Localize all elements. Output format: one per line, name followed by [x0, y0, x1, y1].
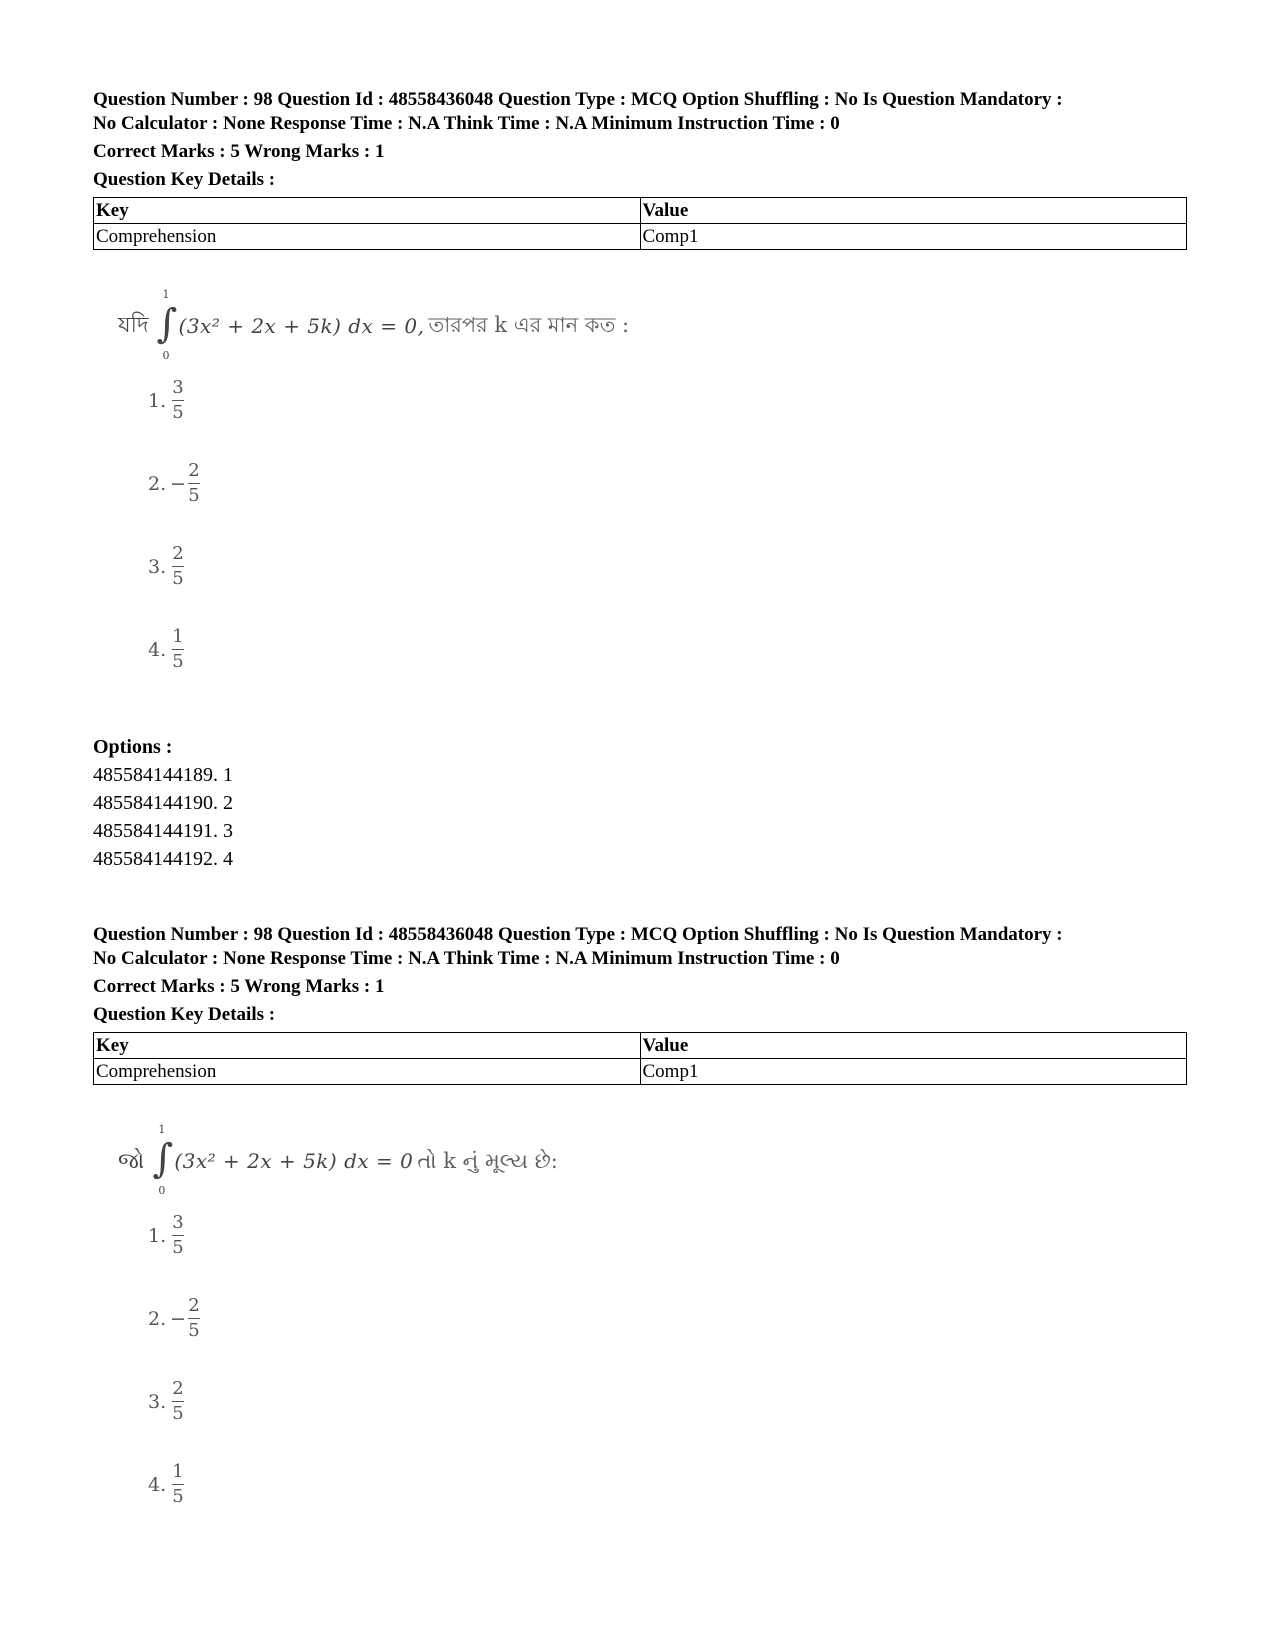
choice-fraction [188, 1296, 200, 1341]
choice-fraction [172, 544, 184, 589]
meta-line-1: Question Number : 98 Question Id : 48558436048 Question Type : MCQ Option Shuffling : No Is Question Mandatory : [93, 924, 1063, 945]
answer-choice-1 [148, 1213, 184, 1258]
choice-number: 4. [148, 638, 167, 661]
fraction-denominator: 5 [172, 1486, 184, 1507]
choice-fraction [172, 627, 184, 672]
question-image [93, 278, 1193, 733]
integrand-expression: (3x² + 2x + 5k) dx = 0 [174, 1149, 414, 1173]
question-suffix: તો k નું મૂલ્ય છે: [417, 1148, 558, 1173]
fraction-denominator: 5 [172, 1403, 184, 1424]
table-header-value: Value [640, 198, 1187, 224]
fraction-numerator: 3 [172, 1212, 184, 1233]
answer-choice-2 [148, 461, 200, 506]
choice-sign: − [170, 472, 186, 495]
choice-number: 1. [148, 389, 167, 412]
integrand-expression: (3x² + 2x + 5k) dx = 0, [178, 314, 425, 338]
fraction-bar [188, 1318, 200, 1319]
fraction-numerator: 1 [172, 1461, 184, 1482]
choice-number: 1. [148, 1224, 167, 1247]
question-prefix: જો [118, 1148, 145, 1174]
answer-choice-4 [148, 627, 184, 672]
fraction-numerator: 2 [188, 1295, 200, 1316]
table-cell-key: Comprehension [94, 224, 641, 250]
answer-choice-4 [148, 1462, 184, 1507]
fraction-denominator: 5 [188, 485, 200, 506]
options-title: Options : [93, 736, 173, 758]
integral-symbol [150, 1123, 174, 1197]
options-list [93, 761, 1193, 873]
table-cell-value: Comp1 [640, 1059, 1187, 1085]
fraction-bar [172, 1235, 184, 1236]
table-cell-key: Comprehension [94, 1059, 641, 1085]
key-details-table [93, 197, 1187, 250]
choice-number: 2. [148, 472, 167, 495]
fraction-numerator: 3 [172, 377, 184, 398]
fraction-denominator: 5 [172, 1237, 184, 1258]
choice-fraction [172, 1213, 184, 1258]
fraction-bar [172, 1401, 184, 1402]
fraction-denominator: 5 [172, 651, 184, 672]
fraction-bar [172, 649, 184, 650]
fraction-numerator: 2 [188, 460, 200, 481]
marks-line: Correct Marks : 5 Wrong Marks : 1 [93, 976, 385, 997]
integral-sign-icon: ∫ [156, 301, 178, 347]
fraction-denominator: 5 [172, 402, 184, 423]
question-section-2 [93, 923, 1193, 1553]
table-header-value: Value [640, 1033, 1187, 1059]
option-item: 485584144192. 4 [93, 848, 233, 870]
key-details-title: Question Key Details : [93, 169, 276, 190]
fraction-bar [172, 1484, 184, 1485]
integral-lower-limit: 0 [162, 349, 170, 362]
meta-line-2: No Calculator : None Response Time : N.A Think Time : N.A Minimum Instruction Time : 0 [93, 113, 840, 134]
meta-line-1: Question Number : 98 Question Id : 48558436048 Question Type : MCQ Option Shuffling : No Is Question Mandatory : [93, 89, 1063, 110]
table-header-row [94, 198, 1187, 224]
question-meta [93, 923, 1193, 971]
table-row [94, 1059, 1187, 1085]
integral-symbol [155, 288, 178, 362]
answer-choice-1 [148, 378, 184, 423]
table-row [94, 224, 1187, 250]
integral-upper-limit: 1 [162, 288, 170, 301]
question-image [93, 1113, 1193, 1553]
choice-number: 2. [148, 1307, 167, 1330]
choice-sign: − [170, 1307, 186, 1330]
answer-choice-2 [148, 1296, 200, 1341]
fraction-denominator: 5 [188, 1320, 200, 1341]
table-header-key: Key [94, 198, 641, 224]
choice-number: 3. [148, 1390, 167, 1413]
fraction-bar [188, 483, 200, 484]
table-header-row [94, 1033, 1187, 1059]
question-suffix: তারপর k এর মান কত : [428, 312, 630, 337]
fraction-bar [172, 400, 184, 401]
choice-fraction [188, 461, 200, 506]
marks-line: Correct Marks : 5 Wrong Marks : 1 [93, 141, 385, 162]
choice-fraction [172, 1379, 184, 1424]
question-text [118, 1123, 558, 1197]
fraction-denominator: 5 [172, 568, 184, 589]
question-section-1 [93, 88, 1193, 873]
fraction-numerator: 2 [172, 543, 184, 564]
key-details-title: Question Key Details : [93, 1004, 276, 1025]
option-item: 485584144190. 2 [93, 792, 233, 814]
option-item: 485584144191. 3 [93, 820, 233, 842]
choice-number: 3. [148, 555, 167, 578]
meta-line-2: No Calculator : None Response Time : N.A Think Time : N.A Minimum Instruction Time : 0 [93, 948, 840, 969]
table-cell-value: Comp1 [640, 224, 1187, 250]
fraction-numerator: 2 [172, 1378, 184, 1399]
question-prefix: যদি [118, 312, 149, 338]
choice-fraction [172, 1462, 184, 1507]
question-meta [93, 88, 1193, 136]
option-item: 485584144189. 1 [93, 764, 233, 786]
question-text [118, 288, 630, 362]
integral-sign-icon: ∫ [152, 1136, 174, 1182]
choice-fraction [172, 378, 184, 423]
answer-choice-3 [148, 1379, 184, 1424]
answer-choice-3 [148, 544, 184, 589]
choice-number: 4. [148, 1473, 167, 1496]
fraction-numerator: 1 [172, 626, 184, 647]
key-details-table [93, 1032, 1187, 1085]
integral-upper-limit: 1 [158, 1123, 166, 1136]
fraction-bar [172, 566, 184, 567]
integral-lower-limit: 0 [158, 1184, 166, 1197]
table-header-key: Key [94, 1033, 641, 1059]
